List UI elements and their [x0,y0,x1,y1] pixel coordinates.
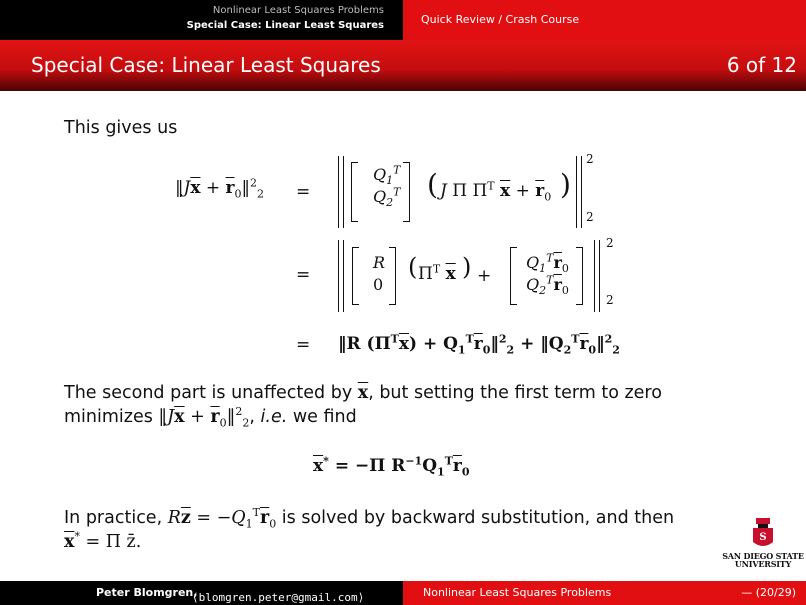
equation-rhs-1: J Π $\Pi^T$ $\overline{x} + \overline{r}_0$ [440,179,552,204]
nav-section-linear-least-squares[interactable]: Special Case: Linear Least Squares [186,20,384,31]
equals-sign-3: = [296,335,311,355]
bracket-left-1 [351,162,358,222]
section-navigation [0,0,390,40]
bracket-left-2 [352,247,359,305]
paren-open-1: ( [427,168,438,201]
matrix-q-r0-stack: $Q_1^T\overline{r}_0$ $Q_2^T\overline{r}_0$ [526,251,569,298]
norm-bar-left-1b [343,156,344,228]
university-logo [720,518,806,578]
norm-bar-right-1b [581,156,582,228]
norm-bar-right-1a [576,156,577,228]
paragraph-then: $\overline{x}^* = \Pi$ z̄. [64,530,142,552]
nav-subsection-quick-review[interactable]: Quick Review / Crash Course [421,13,580,26]
footer-author-section [0,581,390,605]
frame-title: Special Case: Linear Least Squares [31,53,381,77]
equation-result-red: ‖R $(\Pi^T\overline{x})$ + $Q_1^T\overline{r}_0‖^2_2$ + $‖Q_2^T\overline{r}_0‖^2_2$ [338,332,620,357]
sdsu-emblem-icon [750,518,776,548]
equals-sign-2: = [296,265,311,285]
paren-open-2: ( [408,253,418,281]
solution-equation-red: $\overline{x}^* = -\Pi$ $R^{-1}Q_1^T\overline{r}_0$ [313,454,470,479]
equals-sign-1: = [296,182,311,202]
exponent-2-eq2: 2 [606,236,614,250]
norm-bar-left-2b [343,240,344,312]
bracket-right-2 [389,247,396,305]
subscript-2-eq2: 2 [606,293,614,307]
exponent-2-eq1: 2 [586,152,594,166]
equation-lhs: $‖J\overline{x}$ + $\overline{r}_0‖^2_2$ [175,176,264,201]
footer-title-section [403,581,806,605]
norm-bar-right-2a [594,240,595,312]
footer-short-title: Nonlinear Least Squares Problems [423,586,612,599]
footer-author: Peter Blomgren, ⟨blomgren.peter@gmail.com⟩ [96,586,365,604]
frame-page-number: 6 of 12 [726,53,797,77]
norm-bar-left-1a [338,156,339,228]
bracket-right-1 [403,162,410,222]
subscript-2-eq1: 2 [586,210,594,224]
logo-text-line1: SAN DIEGO STATE [722,551,804,561]
paragraph-minimizes: minimizes $‖J\overline{x}$ + $\overline{r}_0‖^2_2$, i.e. we find [64,405,357,430]
subsection-navigation [403,0,806,40]
pi-transpose-x: $\Pi^T$ $\overline{x}$ [418,262,456,284]
paragraph-in-practice: In practice, $R\overline{z} = -Q_1^T\overline{r}_0$ is solved by backward substitution, and then [64,506,675,531]
footer-bar [0,581,806,605]
intro-text: This gives us [64,118,178,138]
matrix-q-stack: $Q_1^T$ $Q_2^T$ [373,163,401,210]
plus-sign-2: + [477,266,492,286]
top-navigation-bar [0,0,806,40]
paren-close-2: ) [462,253,472,281]
matrix-r-zero: R 0 [373,253,386,294]
bracket-left-3 [510,247,517,305]
norm-bar-left-2a [338,240,339,312]
paren-close-1: ) [560,168,571,201]
paragraph-second-part: The second part is unaffected by $\overline{x}$, but setting the first term to zero [64,383,662,403]
bracket-right-3 [576,247,583,305]
nav-section-nonlinear-least-squares[interactable]: Nonlinear Least Squares Problems [212,5,384,16]
frame-title-bar [0,40,806,91]
footer-frame-count: — (20/29) [741,586,796,599]
svg-text:S: S [759,532,767,543]
logo-text-line2: UNIVERSITY [734,559,792,569]
norm-bar-right-2b [599,240,600,312]
